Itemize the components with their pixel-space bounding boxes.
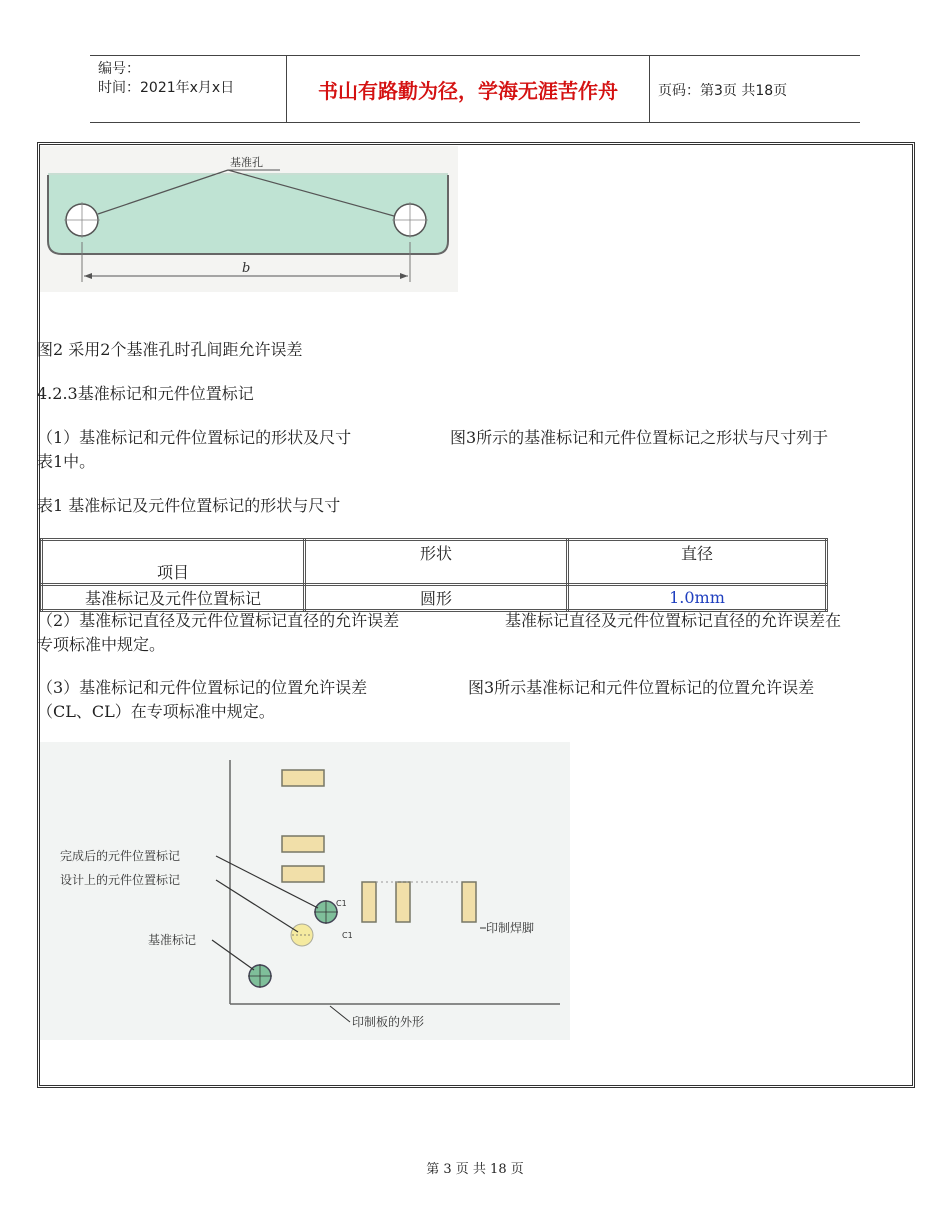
header-page-info: 页码：第3页 共18页 xyxy=(658,83,788,99)
table-cell-shape: 圆形 xyxy=(305,585,568,611)
design-mark-label: 设计上的元件位置标记 xyxy=(60,873,181,887)
fiducial-hole-label: 基准孔 xyxy=(230,156,263,169)
fiducial-mark-label: 基准标记 xyxy=(148,933,197,947)
figure-mark-positions xyxy=(40,742,570,1040)
finished-mark-label: 完成后的元件位置标记 xyxy=(60,849,181,863)
figure2-caption: 图2 采用2个基准孔时孔间距允许误差 xyxy=(37,340,303,359)
table-row xyxy=(42,585,827,611)
page-footer: 第 3 页 共 18 页 xyxy=(426,1162,524,1177)
table-fiducial-dimensions xyxy=(40,538,828,612)
printed-pad-label: 印制焊脚 xyxy=(486,921,535,935)
table-cell-item: 基准标记及元件位置标记 xyxy=(42,585,305,611)
paragraph-1-body: 图3所示的基准标记和元件位置标记之形状与尺寸列于 xyxy=(450,428,829,447)
header-number: 编号： xyxy=(98,61,140,77)
header-motto: 书山有路勤为径，学海无涯苦作舟 xyxy=(318,78,618,103)
paragraph-3-body: 图3所示基准标记和元件位置标记的位置允许误差 xyxy=(468,678,815,697)
header-meta xyxy=(98,60,284,98)
paragraph-2-title: （2）基准标记直径及元件位置标记直径的允许误差 xyxy=(37,611,400,630)
c1-label-top: C1 xyxy=(336,899,347,908)
mark-positions-drawing xyxy=(40,742,570,1040)
distance-b-label: b xyxy=(242,261,251,276)
paragraph-1-title: （1）基准标记和元件位置标记的形状及尺寸 xyxy=(37,428,352,447)
table-header-diameter: 直径 xyxy=(568,540,827,585)
paragraph-1-continued: 表1中。 xyxy=(37,452,96,471)
header-divider xyxy=(649,56,650,122)
header-time: 时间：2021年x月x日 xyxy=(98,80,235,96)
paragraph-3-continued: （CL、CL）在专项标准中规定。 xyxy=(37,702,275,721)
table1-caption: 表1 基准标记及元件位置标记的形状与尺寸 xyxy=(37,496,341,515)
paragraph-2-continued: 专项标准中规定。 xyxy=(37,635,166,654)
fiducial-holes-drawing xyxy=(40,146,458,292)
figure-fiducial-holes xyxy=(40,146,458,292)
table-header-shape: 形状 xyxy=(305,540,568,585)
section-heading-4-2-3: 4.2.3基准标记和元件位置标记 xyxy=(37,384,254,403)
table-header-item: 项目 xyxy=(42,540,305,585)
c1-label-bottom: C1 xyxy=(342,931,353,940)
paragraph-2-body: 基准标记直径及元件位置标记直径的允许误差在 xyxy=(505,611,842,630)
table-header-row xyxy=(42,540,827,585)
page-header xyxy=(90,55,860,123)
paragraph-3-title: （3）基准标记和元件位置标记的位置允许误差 xyxy=(37,678,368,697)
board-outline-label: 印制板的外形 xyxy=(352,1015,425,1029)
table-cell-diameter: 1.0mm xyxy=(568,585,827,611)
